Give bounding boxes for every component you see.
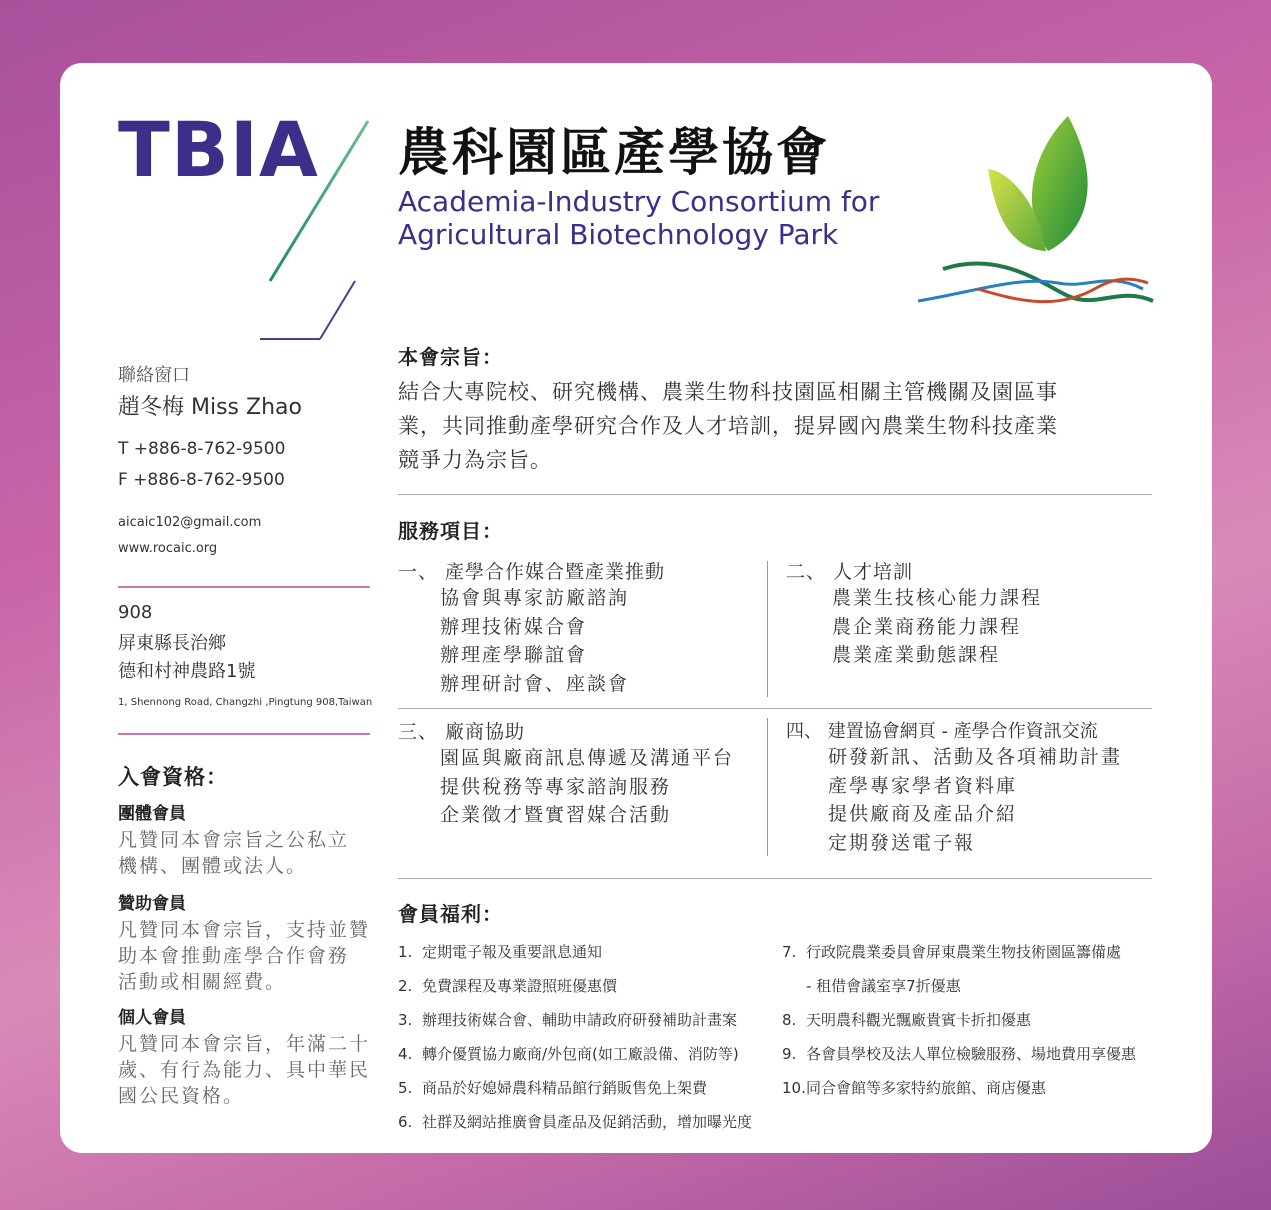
service-item: 企業徵才暨實習媒合活動: [440, 804, 672, 826]
contact-email[interactable]: aicaic102@gmail.com: [118, 515, 262, 530]
list-item: [782, 1071, 1162, 1105]
item-text: 轉介優質協力廠商/外包商(如工廠設備、消防等): [422, 1045, 739, 1063]
service-block: [398, 717, 758, 830]
member-type-title: 贊助會員: [118, 894, 186, 914]
service-item: 協會與專家訪廠諮詢: [440, 587, 630, 609]
list-item: [398, 1071, 778, 1105]
divider: [398, 494, 1152, 495]
desc-line: 活動或相關經費。: [118, 971, 287, 993]
member-type-title: 團體會員: [118, 804, 186, 824]
contact-fax: F +886-8-762-9500: [118, 470, 285, 490]
desc-line: 國公民資格。: [118, 1085, 245, 1107]
mission-line: 結合大專院校、研究機構、農業生物科技園區相關主管機關及園區事: [398, 380, 1058, 404]
list-item: [782, 1037, 1162, 1071]
subtitle-line: Academia-Industry Consortium for: [398, 185, 880, 218]
service-item: 提供廠商及產品介紹: [828, 803, 1018, 825]
address-line: 德和村神農路1號: [118, 661, 256, 682]
item-text: 天明農科觀光飄廠貴賓卡折扣優惠: [806, 1011, 1032, 1029]
member-type-desc: [118, 917, 370, 995]
service-item: 產學專家學者資料庫: [828, 774, 1018, 797]
item-number: 7.: [782, 943, 797, 961]
list-item: [398, 935, 778, 969]
mission-text: [398, 375, 1158, 477]
item-number: 2.: [398, 977, 413, 995]
member-type-title: 個人會員: [118, 1008, 186, 1028]
list-item: [398, 969, 778, 1003]
mission-line: 業，共同推動產學研究合作及人才培訓，提昇國內農業生物科技產業: [398, 414, 1058, 438]
item-number: 1.: [398, 943, 413, 961]
contact-label: 聯絡窗口: [118, 365, 190, 386]
service-block: [786, 557, 1156, 670]
service-item: 辦理技術媒合會: [440, 615, 588, 638]
desc-line: 助本會推動產學合作會務: [118, 945, 350, 967]
benefits-list-right: [782, 935, 1162, 1105]
divider: [118, 733, 370, 735]
leaf-logo-icon: [918, 111, 1158, 311]
desc-line: 凡贊同本會宗旨之公私立: [118, 829, 350, 851]
service-item: 農企業商務能力課程: [832, 615, 1022, 638]
list-item: [398, 1003, 778, 1037]
benefits-list-left: [398, 935, 778, 1139]
service-title: 二、 人才培訓: [786, 561, 914, 583]
service-title: 三、 廠商協助: [398, 721, 526, 743]
item-text: 辦理技術媒合會、輔助申請政府研發補助計畫案: [422, 1011, 738, 1029]
item-text: 免費課程及專業證照班優惠價: [422, 977, 618, 995]
service-item: 研發新訊、活動及各項補助計畫: [828, 746, 1123, 768]
desc-line: 凡贊同本會宗旨，年滿二十: [118, 1033, 371, 1055]
service-item: 辦理研討會、座談會: [440, 672, 630, 695]
member-type-desc: [118, 827, 349, 879]
service-item: 園區與廠商訊息傳遞及溝通平台: [440, 747, 735, 769]
column-divider: [767, 561, 768, 697]
tbia-logo: TBIA: [118, 105, 319, 194]
desc-line: 歲、有行為能力、具中華民: [118, 1059, 371, 1081]
item-text: 行政院農業委員會屏東農業生物技術園區籌備處: [806, 943, 1122, 961]
desc-line: 凡贊同本會宗旨，支持並贊: [118, 919, 371, 941]
page-title: 農科園區產學協會: [398, 124, 831, 183]
list-item: [782, 935, 1162, 969]
services-heading: 服務項目：: [398, 519, 503, 543]
item-number: 4.: [398, 1045, 413, 1063]
address-line: 屏東縣長治鄉: [118, 633, 226, 654]
service-item: 定期發送電子報: [828, 831, 976, 854]
desc-line: 機構、團體或法人。: [118, 855, 308, 877]
item-number: 10.: [782, 1079, 806, 1097]
service-title: 四、 建置協會網頁 - 產學合作資訊交流: [786, 721, 1098, 742]
item-number: 8.: [782, 1011, 797, 1029]
list-item: [782, 1003, 1162, 1037]
contact-website[interactable]: www.rocaic.org: [118, 541, 218, 556]
service-item: 辦理產學聯誼會: [440, 644, 588, 666]
item-number: 3.: [398, 1011, 413, 1029]
service-block: [786, 717, 1166, 857]
list-item: [782, 969, 1162, 1003]
service-item: 農業產業動態課程: [832, 644, 1001, 666]
contact-tel: T +886-8-762-9500: [118, 439, 286, 459]
item-text: 商品於好媳婦農科精品館行銷販售免上架費: [422, 1079, 708, 1097]
member-type-desc: [118, 1031, 370, 1109]
divider: [118, 586, 370, 588]
item-text: 各會員學校及法人單位檢驗服務、場地費用享優惠: [806, 1045, 1137, 1063]
item-text: 定期電子報及重要訊息通知: [422, 943, 603, 961]
contact-name: 趙冬梅 Miss Zhao: [118, 395, 302, 420]
divider: [398, 878, 1152, 879]
service-block: [398, 557, 758, 698]
item-text: 社群及網站推廣會員產品及促銷活動，增加曝光度: [422, 1113, 753, 1131]
subtitle-line: Agricultural Biotechnology Park: [398, 218, 839, 251]
item-number: 9.: [782, 1045, 797, 1063]
divider: [398, 708, 1152, 709]
service-item: 農業生技核心能力課程: [832, 587, 1043, 609]
item-number: 6.: [398, 1113, 413, 1131]
mission-heading: 本會宗旨：: [398, 345, 503, 369]
column-divider: [767, 718, 768, 856]
mission-line: 競爭力為宗旨。: [398, 448, 552, 472]
benefits-heading: 會員福利：: [398, 902, 503, 926]
address-en: 1, Shennong Road, Changzhi ,Pingtung 908,Taiwan: [118, 697, 373, 708]
item-text: 同合會館等多家特約旅館、商店優惠: [806, 1079, 1047, 1097]
service-title: 一、 產學合作媒合暨產業推動: [398, 561, 666, 583]
service-item: 提供稅務等專家諮詢服務: [440, 775, 672, 798]
info-card: [60, 63, 1212, 1153]
item-number: 5.: [398, 1079, 413, 1097]
list-item: [398, 1037, 778, 1071]
logo-slash-icon: [260, 111, 380, 345]
address-zip: 908: [118, 602, 153, 623]
page-subtitle: [398, 185, 918, 251]
membership-heading: 入會資格：: [118, 765, 228, 789]
list-item: [398, 1105, 778, 1139]
item-text: - 租借會議室享7折優惠: [806, 977, 961, 995]
